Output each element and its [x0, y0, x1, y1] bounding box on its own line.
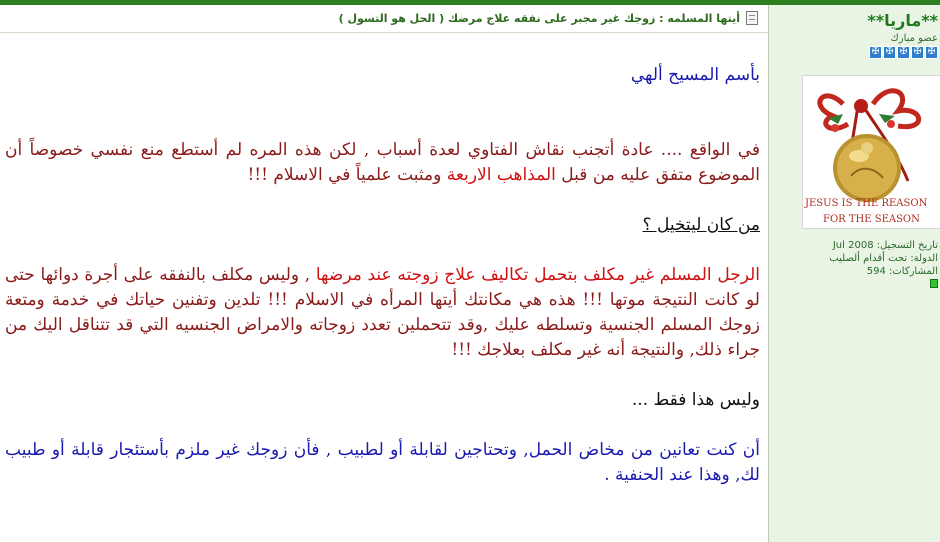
intro-paragraph	[5, 138, 760, 188]
avatar-text-1: JESUS IS THE REASON	[805, 198, 928, 209]
intro-highlight: المذاهب الاربعة	[446, 165, 556, 185]
star-icon: ✠	[883, 46, 896, 59]
star-icon: ✠	[869, 46, 882, 59]
author-sidebar	[768, 5, 940, 542]
author-info	[829, 239, 938, 278]
main-text: , وليس مكلف بالنفقه على أجرة دوائها حتى لو كانت النتيجة موتها !!! هذه هي مكانتك أيتها المرأه في الاسلام !!! تلدين وتفنين حياتك في خدمة ومتعة زوجك المسلم الجنسية وتسلطه عليك ,وقد تتحملين تعدد زوجاته والامراض الجنسيه التي قد تتناقل اليك من جراء ذلك, والنتيجة أنه غير مكلف بعلاجك !!!	[5, 265, 760, 360]
author-rank: عضو مبارك	[890, 33, 938, 44]
spacer	[5, 88, 760, 138]
question-heading: من كان ليتخيل ؟	[642, 215, 760, 235]
star-icon: ✠	[897, 46, 910, 59]
join-date: تاريخ التسجيل: Jul 2008	[832, 240, 938, 251]
star-icon: ✠	[925, 46, 938, 59]
intro-text-2: ومثبت علمياً في الاسلام !!!	[247, 165, 447, 185]
intro-text-1: في الواقع .... عادة أتجنب نقاش الفتاوي لعدة أسباب , لكن هذه المره لم أستطع منع نفسي خصوصاً أن الموضوع متفق عليه من قبل	[5, 140, 760, 185]
spacer	[5, 188, 760, 213]
spacer	[5, 238, 760, 263]
author-avatar[interactable]	[802, 75, 940, 229]
post-title-bar	[0, 5, 768, 33]
avatar-text-2: FOR THE SEASON	[823, 214, 920, 225]
greeting: بأسم المسيح ألهي	[630, 65, 760, 85]
online-status-icon	[930, 279, 938, 288]
spacer	[5, 363, 760, 388]
third-paragraph: أن كنت تعانين من مخاض الحمل, وتحتاجين لقابلة أو لطبيب , فأن زوجك غير ملزم بأستئجار قابلة أو طبيب لك, وهذا عند الحنفية .	[5, 440, 760, 485]
main-paragraph	[5, 263, 760, 363]
author-username[interactable]: **ماريا**	[867, 11, 938, 30]
post-title: أيتها المسلمه : زوجك غير مجبر على نفقه علاج مرضك ( الحل هو التسول )	[338, 12, 740, 25]
star-icon: ✠	[911, 46, 924, 59]
not-only-line: وليس هذا فقط ...	[631, 390, 760, 410]
post-content-area	[0, 5, 768, 542]
post-icon	[746, 11, 758, 25]
post-body	[5, 63, 760, 488]
spacer	[5, 413, 760, 438]
post-count: المشاركات: 594	[866, 266, 938, 277]
avatar-ornament-image	[803, 76, 940, 229]
country: الدولة: تحت أقدام ألصليب	[829, 253, 938, 264]
rank-stars	[868, 46, 938, 60]
main-highlight: الرجل المسلم غير مكلف بتحمل تكاليف علاج زوجته عند مرضها	[315, 265, 760, 285]
